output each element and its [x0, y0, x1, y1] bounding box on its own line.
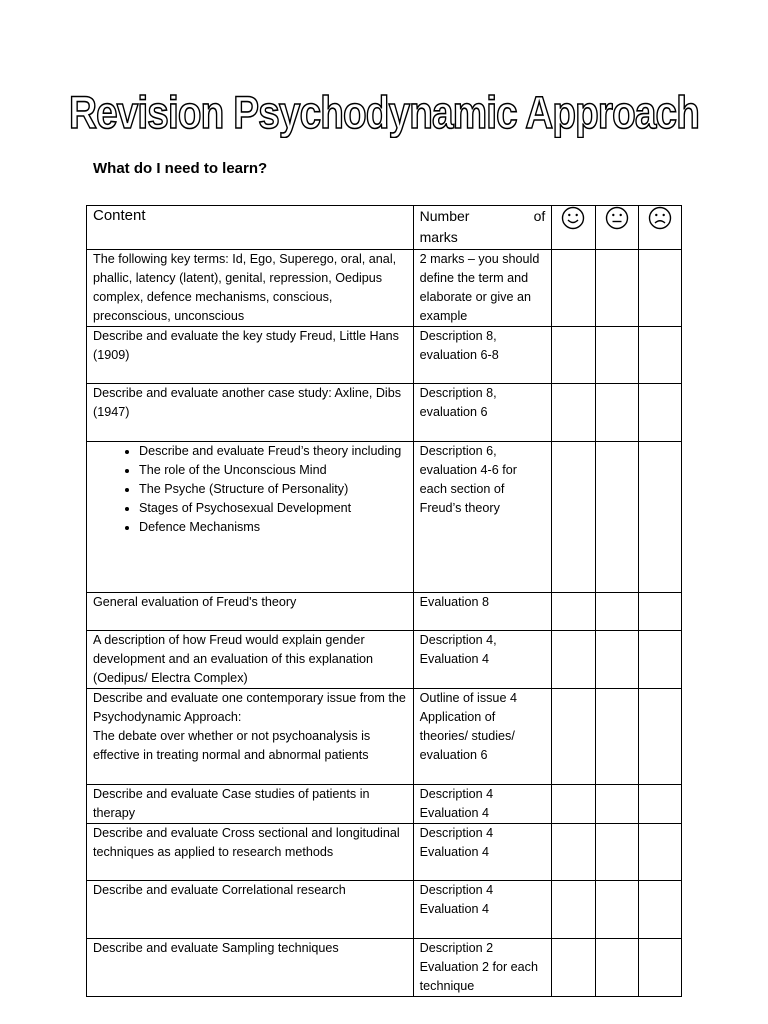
- row-content: Describe and evaluate Case studies of patients in therapy: [87, 785, 414, 824]
- header-unsure: [595, 206, 638, 250]
- row-content: Describe and evaluate Cross sectional and longitudinal techniques as applied to research methods: [87, 824, 414, 881]
- row-content: Describe and evaluate another case study: Axline, Dibs (1947): [87, 384, 414, 442]
- row-marks: [413, 881, 552, 939]
- table-row: [87, 785, 682, 824]
- marks-line: Description 2: [419, 941, 494, 955]
- tick-cell-not-confident[interactable]: [638, 593, 681, 631]
- tick-cell-confident[interactable]: [552, 327, 595, 384]
- table-row: [87, 881, 682, 939]
- marks-line: Evaluation 4: [419, 902, 489, 916]
- marks-line: Evaluation 2 for each technique: [419, 960, 538, 993]
- tick-cell-unsure[interactable]: [595, 593, 638, 631]
- freud-theory-list: [93, 442, 407, 537]
- row-marks: [413, 939, 552, 997]
- subtitle: What do I need to learn?: [93, 160, 268, 177]
- row-marks: Description 8, evaluation 6: [413, 384, 552, 442]
- header-marks-word-number: Number: [419, 208, 470, 224]
- table-row: [87, 824, 682, 881]
- tick-cell-not-confident[interactable]: [638, 824, 681, 881]
- row-content: [87, 689, 414, 785]
- tick-cell-unsure[interactable]: [595, 442, 638, 593]
- table-row: [87, 939, 682, 997]
- tick-cell-not-confident[interactable]: [638, 631, 681, 689]
- sad-face-icon: [648, 206, 672, 230]
- tick-cell-confident[interactable]: [552, 881, 595, 939]
- page-title: Revision Psychodynamic Approach: [68, 87, 700, 138]
- tick-cell-confident[interactable]: [552, 631, 595, 689]
- tick-cell-not-confident[interactable]: [638, 250, 681, 327]
- list-item: • Describe and evaluate Freud’s theory including: [139, 442, 407, 461]
- tick-cell-unsure[interactable]: [595, 785, 638, 824]
- row-marks: Evaluation 8: [413, 593, 552, 631]
- content-line: Describe and evaluate one contemporary issue from the Psychodynamic Approach:: [93, 691, 406, 724]
- marks-line: Description 4,: [419, 633, 497, 647]
- tick-cell-confident[interactable]: [552, 785, 595, 824]
- row-content: A description of how Freud would explain gender development and an evaluation of this explanation (Oedipus/ Electra Complex): [87, 631, 414, 689]
- tick-cell-not-confident[interactable]: [638, 442, 681, 593]
- marks-line: Outline of issue 4: [419, 691, 517, 705]
- header-marks-word-of: of: [533, 208, 546, 224]
- tick-cell-confident[interactable]: [552, 939, 595, 997]
- table-row: [87, 689, 682, 785]
- list-item: • Stages of Psychosexual Development: [139, 499, 407, 518]
- table-row: [87, 631, 682, 689]
- tick-cell-confident[interactable]: [552, 593, 595, 631]
- tick-cell-unsure[interactable]: [595, 824, 638, 881]
- tick-cell-unsure[interactable]: [595, 384, 638, 442]
- tick-cell-unsure[interactable]: [595, 939, 638, 997]
- list-item: • The role of the Unconscious Mind: [139, 461, 407, 480]
- row-content-bullets: [87, 442, 414, 593]
- tick-cell-not-confident[interactable]: [638, 881, 681, 939]
- tick-cell-unsure[interactable]: [595, 327, 638, 384]
- header-confident: [552, 206, 595, 250]
- tick-cell-unsure[interactable]: [595, 631, 638, 689]
- tick-cell-not-confident[interactable]: [638, 327, 681, 384]
- row-content: Describe and evaluate Sampling techniques: [87, 939, 414, 997]
- table-row: [87, 593, 682, 631]
- row-marks: [413, 631, 552, 689]
- row-marks: Description 8, evaluation 6-8: [413, 327, 552, 384]
- tick-cell-confident[interactable]: [552, 689, 595, 785]
- tick-cell-not-confident[interactable]: [638, 689, 681, 785]
- row-content: Describe and evaluate Correlational research: [87, 881, 414, 939]
- tick-cell-confident[interactable]: [552, 442, 595, 593]
- table-header-row: [87, 206, 682, 250]
- marks-line: Description 4: [419, 883, 494, 897]
- row-marks: 2 marks – you should define the term and elaborate or give an example: [413, 250, 552, 327]
- header-marks-word-marks: marks: [419, 229, 458, 245]
- list-item: • Defence Mechanisms: [139, 518, 407, 537]
- tick-cell-confident[interactable]: [552, 384, 595, 442]
- row-content: General evaluation of Freud's theory: [87, 593, 414, 631]
- neutral-face-icon: [605, 206, 629, 230]
- table-row: [87, 442, 682, 593]
- tick-cell-confident[interactable]: [552, 250, 595, 327]
- table-row: [87, 250, 682, 327]
- header-content: Content: [87, 206, 414, 250]
- smiley-face-icon: [561, 206, 585, 230]
- row-marks: Description 6, evaluation 4-6 for each section of Freud’s theory: [413, 442, 552, 593]
- marks-line: Description 4: [419, 826, 494, 840]
- row-marks: [413, 689, 552, 785]
- marks-line: Evaluation 4: [419, 845, 489, 859]
- tick-cell-confident[interactable]: [552, 824, 595, 881]
- tick-cell-not-confident[interactable]: [638, 939, 681, 997]
- marks-line: Application of theories/ studies/ evaluation 6: [419, 710, 515, 762]
- tick-cell-not-confident[interactable]: [638, 384, 681, 442]
- content-line: The debate over whether or not psychoanalysis is effective in treating normal and abnormal patients: [93, 729, 371, 762]
- tick-cell-not-confident[interactable]: [638, 785, 681, 824]
- table-row: [87, 327, 682, 384]
- header-not-confident: [638, 206, 681, 250]
- row-marks: [413, 785, 552, 824]
- tick-cell-unsure[interactable]: [595, 689, 638, 785]
- row-content: Describe and evaluate the key study Freud, Little Hans (1909): [87, 327, 414, 384]
- row-content: The following key terms: Id, Ego, Superego, oral, anal, phallic, latency (latent), genital, repression, Oedipus complex, defence mechanisms, conscious, preconscious, unconscious: [87, 250, 414, 327]
- tick-cell-unsure[interactable]: [595, 881, 638, 939]
- row-marks: [413, 824, 552, 881]
- list-item: • The Psyche (Structure of Personality): [139, 480, 407, 499]
- marks-line: Description 4: [419, 787, 494, 801]
- header-number-of-marks: [413, 206, 552, 250]
- revision-table: [86, 205, 682, 997]
- tick-cell-unsure[interactable]: [595, 250, 638, 327]
- marks-line: Evaluation 4: [419, 652, 489, 666]
- marks-line: Evaluation 4: [419, 806, 489, 820]
- table-row: [87, 384, 682, 442]
